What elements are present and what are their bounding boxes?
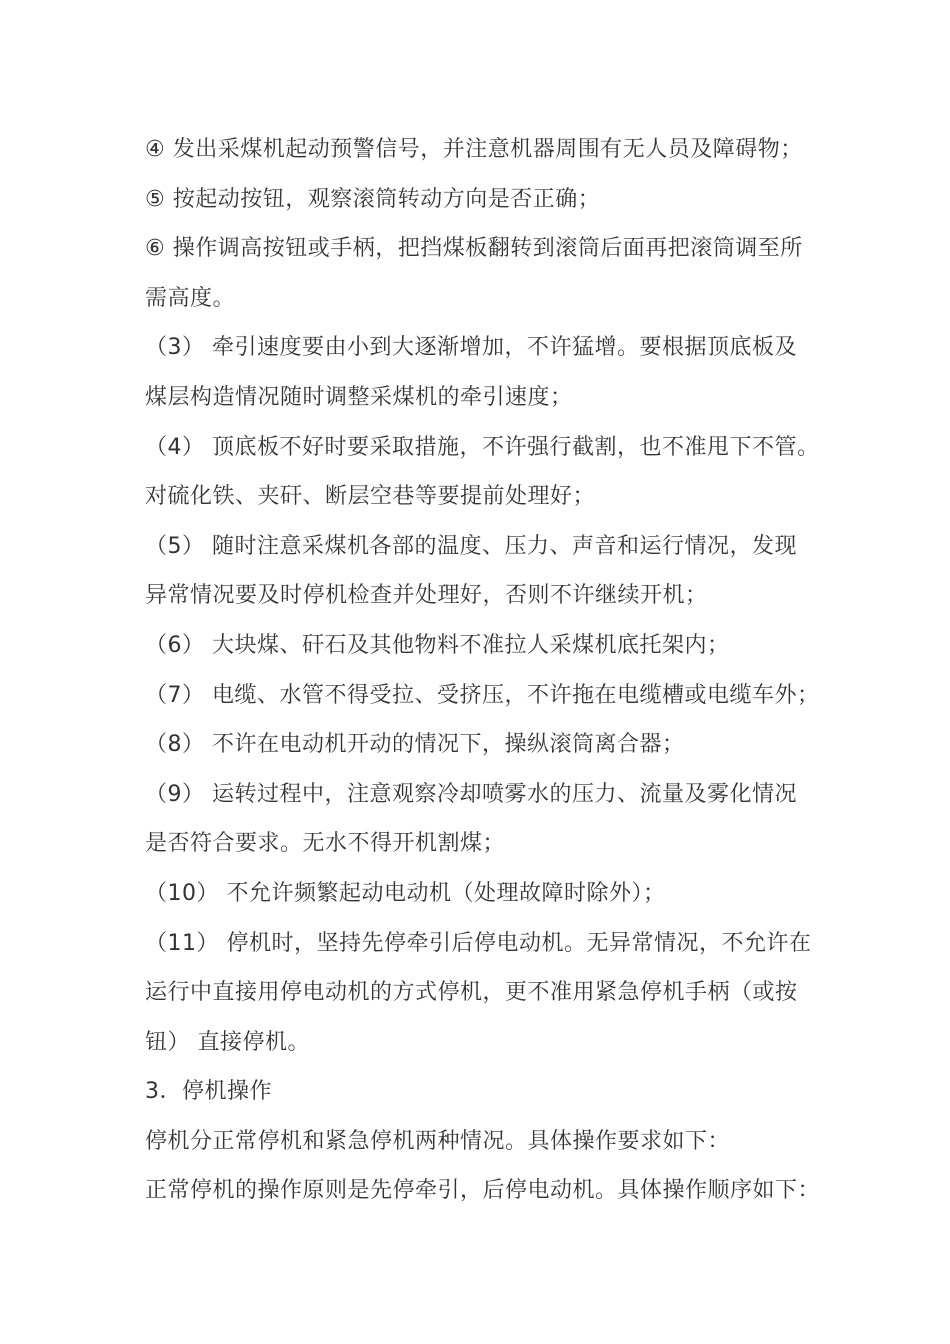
document-body [145, 125, 825, 1216]
text-line: （8） 不许在电动机开动的情况下，操纵滚筒离合器； [145, 732, 685, 758]
text-line: 钮） 直接停机。 [145, 1029, 310, 1055]
text-line: 需高度。 [145, 285, 236, 311]
text-line: ⑤ 按起动按钮，观察滚筒转动方向是否正确； [145, 186, 601, 212]
text-line: ④ 发出采煤机起动预警信号，并注意机器周围有无人员及障碍物； [145, 137, 803, 162]
text-line: （9） 运转过程中，注意观察冷却喷雾水的压力、流量及雾化情况 [145, 781, 797, 807]
text-line: （4） 顶底板不好时要采取措施，不许强行截割，也不准甩下不管。 [145, 434, 820, 460]
text-line: （6） 大块煤、矸石及其他物料不准拉人采煤机底托架内； [145, 632, 730, 658]
text-line: （7） 电缆、水管不得受拉、受挤压，不许拖在电缆槽或电缆车外； [145, 682, 820, 708]
text-line: 对硫化铁、夹矸、断层空巷等要提前处理好； [145, 484, 596, 510]
text-line: （3） 牵引速度要由小到大逐渐增加，不许猛增。要根据顶底板及 [145, 335, 797, 361]
text-line: 异常情况要及时停机检查并处理好，否则不许继续开机； [145, 583, 708, 609]
text-line: （5） 随时注意采煤机各部的温度、压力、声音和运行情况，发现 [145, 533, 797, 559]
text-line: 正常停机的操作原则是先停牵引，后停电动机。具体操作顺序如下： [145, 1178, 821, 1204]
text-line: 是否符合要求。无水不得开机割煤； [145, 831, 506, 857]
text-line: （11） 停机时，坚持先停牵引后停电动机。无异常情况，不允许在 [145, 930, 812, 956]
text-line: ⑥ 操作调高按钮或手柄，把挡煤板翻转到滚筒后面再把滚筒调至所 [145, 236, 803, 262]
section-heading: 3．停机操作 [145, 1079, 272, 1105]
text-line: 煤层构造情况随时调整采煤机的牵引速度； [145, 384, 573, 410]
text-line: （10） 不允许频繁起动电动机（处理故障时除外）； [145, 880, 666, 906]
text-line: 运行中直接用停电动机的方式停机，更不准用紧急停机手柄（或按 [145, 980, 798, 1006]
text-line: 停机分正常停机和紧急停机两种情况。具体操作要求如下： [145, 1128, 731, 1154]
